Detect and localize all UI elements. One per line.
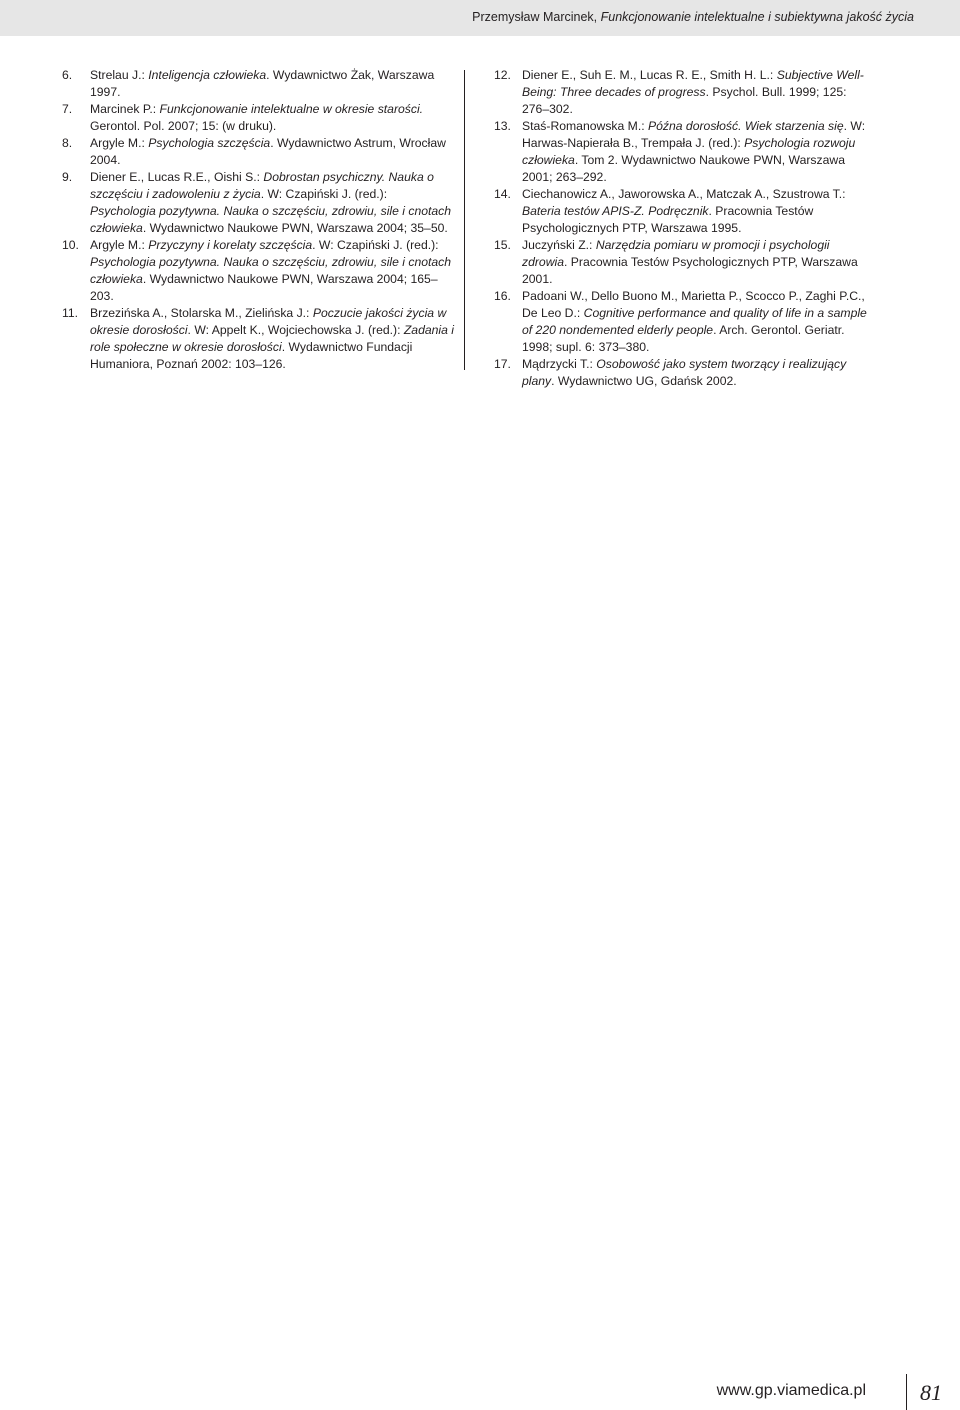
reference-title: Psychologia rozwoju człowieka (522, 136, 856, 167)
reference-item (494, 118, 872, 186)
reference-number: 17. (494, 357, 511, 371)
reference-item (494, 237, 872, 288)
reference-text: Diener E., Suh E. M., Lucas R. E., Smith H. L.: (522, 68, 777, 82)
reference-item (494, 67, 872, 118)
reference-item (62, 237, 454, 305)
reference-number: 9. (62, 170, 73, 184)
reference-title: Bateria testów APIS-Z. Podręcznik (522, 204, 709, 218)
reference-text: . Psychol. Bull. 1999; 125: 276–302. (522, 85, 847, 116)
reference-text: Brzezińska A., Stolarska M., Zielińska J.: (90, 306, 313, 320)
reference-text: Juczyński Z.: (522, 238, 596, 252)
reference-text: . Pracownia Testów Psychologicznych PTP, Warszawa 2001. (522, 255, 858, 286)
reference-text: Argyle M.: (90, 238, 149, 252)
reference-text: Marcinek P.: (90, 102, 160, 116)
reference-text: Diener E., Lucas R.E., Oishi S.: (90, 170, 264, 184)
reference-number: 13. (494, 119, 511, 133)
reference-item (62, 67, 454, 101)
footer-url[interactable]: www.gp.viamedica.pl (716, 1382, 866, 1399)
header-text (472, 9, 914, 25)
reference-title: Funkcjonowanie intelektualne w okresie starości. (159, 102, 424, 116)
reference-number: 15. (494, 238, 511, 252)
reference-title: Osobowość jako system tworzący i realizujący plany (522, 357, 847, 388)
reference-text: . Arch. Gerontol. Geriatr. 1998; supl. 6: 373–380. (522, 323, 845, 354)
reference-text: Ciechanowicz A., Jaworowska A., Matczak A., Szustrowa T.: (522, 187, 846, 201)
reference-text: Padoani W., Dello Buono M., Marietta P., Scocco P., Zaghi P.C., De Leo D.: (522, 289, 865, 320)
reference-title: Subjective Well-Being: Three decades of progress (522, 68, 864, 99)
reference-item (62, 169, 454, 237)
page-number: 81 (920, 1380, 942, 1405)
running-header (0, 0, 960, 36)
reference-text: Argyle M.: (90, 136, 149, 150)
reference-title: Przyczyny i korelaty szczęścia (148, 238, 313, 252)
reference-number: 14. (494, 187, 511, 201)
column-divider (464, 70, 465, 370)
reference-text: . Tom 2. Wydawnictwo Naukowe PWN, Warszawa 2001; 263–292. (522, 153, 845, 184)
reference-text: . Wydawnictwo Astrum, Wrocław 2004. (90, 136, 446, 167)
reference-title: Inteligencja człowieka (148, 68, 267, 82)
reference-title: Dobrostan psychiczny. Nauka o szczęściu i zadowoleniu z życia (90, 170, 434, 201)
reference-title: Poczucie jakości życia w okresie dorosłości (90, 306, 447, 337)
reference-item (494, 288, 872, 356)
reference-number: 12. (494, 68, 511, 82)
reference-text: Gerontol. Pol. 2007; 15: (w druku). (90, 119, 277, 133)
header-author: Przemysław Marcinek, (472, 10, 601, 24)
reference-item (62, 101, 454, 135)
reference-number: 16. (494, 289, 511, 303)
reference-text: Staś-Romanowska M.: (522, 119, 648, 133)
reference-item (62, 135, 454, 169)
reference-number: 7. (62, 102, 73, 116)
reference-title: Psychologia pozytywna. Nauka o szczęściu, zdrowiu, sile i cnotach człowieka (90, 255, 452, 286)
reference-text: . W: Czapiński J. (red.): (260, 187, 388, 201)
reference-text: . W: Appelt K., Wojciechowska J. (red.): (187, 323, 404, 337)
reference-title: Psychologia szczęścia (148, 136, 271, 150)
reference-title: Psychologia pozytywna. Nauka o szczęściu, zdrowiu, sile i cnotach człowieka (90, 204, 452, 235)
reference-title: Narzędzia pomiaru w promocji i psychologii zdrowia (522, 238, 830, 269)
reference-number: 11. (62, 306, 79, 320)
reference-text: Mądrzycki T.: (522, 357, 597, 371)
reference-item (494, 186, 872, 237)
reference-text: . W: Czapiński J. (red.): (312, 238, 439, 252)
footer-divider (906, 1374, 907, 1410)
reference-text: . Wydawnictwo UG, Gdańsk 2002. (551, 374, 737, 388)
reference-title: Cognitive performance and quality of life in a sample of 220 nondemented elderly people (522, 306, 867, 337)
reference-text: Strelau J.: (90, 68, 149, 82)
reference-text: . Wydawnictwo Naukowe PWN, Warszawa 2004; 35–50. (142, 221, 448, 235)
reference-title: Zadania i role społeczne w okresie dorosłości (90, 323, 454, 354)
reference-text: . Wydawnictwo Żak, Warszawa 1997. (90, 68, 435, 99)
reference-title: Późna dorosłość. Wiek starzenia się (647, 119, 844, 133)
reference-number: 8. (62, 136, 73, 150)
reference-list-right (494, 67, 872, 390)
reference-text: . Wydawnictwo Naukowe PWN, Warszawa 2004; 165–203. (90, 272, 438, 303)
reference-text: . W: Harwas-Napierała B., Trempała J. (red.): (522, 119, 866, 150)
reference-number: 10. (62, 238, 79, 252)
reference-list-left (62, 67, 454, 373)
reference-text: . Wydawnictwo Fundacji Humaniora, Poznań 2002: 103–126. (90, 340, 413, 371)
header-title: Funkcjonowanie intelektualne i subiektywna jakość życia (600, 10, 914, 24)
reference-item (62, 305, 454, 373)
reference-number: 6. (62, 68, 73, 82)
reference-text: . Pracownia Testów Psychologicznych PTP, Warszawa 1995. (522, 204, 814, 235)
reference-item (494, 356, 872, 390)
